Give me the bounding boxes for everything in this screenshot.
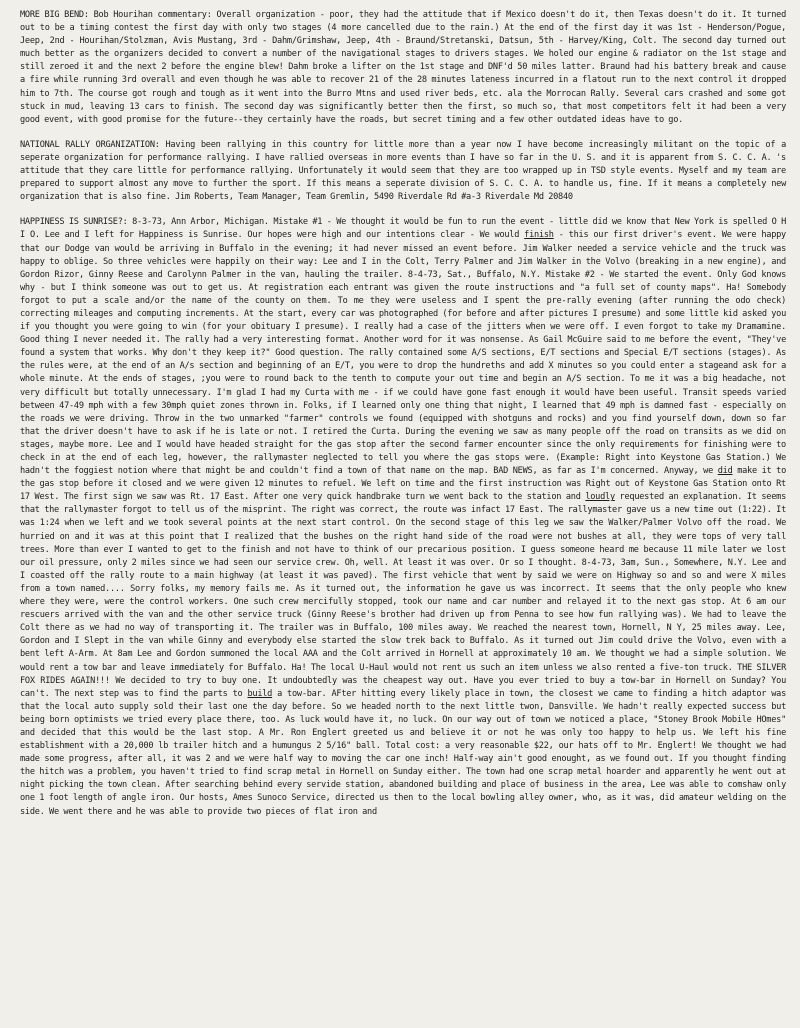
underlined-finish: finish — [524, 230, 554, 241]
sunrise-text-1: 8-3-73, Ann Arbor, Michigan. Mistake #1 - We thought it would be fun to run the event - little did we know that New York is spelled O H I O. Lee and I left for Happiness is Sunrise. Our hopes were high and our intentions clear - We would — [20, 217, 786, 241]
national-rally-text: Having been rallying in this country for little more than a year now I have become increasingly militant on the topic of a seperate organization for performance rallying. I have rallied overseas in more events than I have so far in the U. S. and it is apparent from S. C. C. A. 's attitude that they care little for performance rallying. Unfortunately it would seem that they are too wrapped up in TSD style events. Myself and my team are prepared to support almost any move to further the sport. If this means a seperate division of S. C. C. A. to handle us, fine. If it means a completely new organization that is also fine. Jim Roberts, Team Manager, Team Gremlin, 5490 Riverdale Rd #a-3 Riverdale Md 20840 — [20, 139, 786, 203]
underlined-did: did — [717, 466, 733, 477]
big-bend-heading: MORE BIG BEND: — [20, 10, 89, 20]
sunrise-text-5: a tow-bar. AFter hitting every likely place in town, the closest we came to finding a hitch adaptor was that the local auto supply sold their last one the day before. So we headed north to the next little twon, Dansville. We hadn't really expected success but being born optimists we tried every place there, too. As luck would have it, no luck. On our way out of town we noticed a place, "Stoney Brook Mobile HOmes" and decided that this would be the last stop. A Mr. Ron Englert greeted us and believe it or not he was only too happy to help us. We left his fine establishment with a 20,000 lb trailer hitch and a humungus 2 5/16" ball. Total cost: a very reasonable $22, our hats off to Mr. Englert! We thought we had made some progress, after all, it was 2 and we were half way to moving the car one inch! Half-way ain't good enought, as we found out. If you thought finding the hitch was a problem, you haven't tried to find scrap metal in Hornell on Sunday either. The town had one scrap metal hoarder and apparently he went out at night picking the town clean. After searching behind every servide station, abandoned building and place of business in the area, Lee was able to comshaw only one 1 foot length of angle iron. Our hosts, Ames Sunoco Service, directed us then to the local bowling alley owner, who, as it was, did amateur welding on the side. We went there and he was able to provide two pieces of flat iron and — [20, 688, 786, 817]
sunrise-paragraph — [20, 216, 786, 818]
sunrise-text-4: requested an explanation. It seems that the rallymaster forgot to tell us of the misprint. The right was correct, the route was infact 17 East. The rallymaster gave us a new time out (1:22). It was 1:24 when we left and we took several points at the next start control. On the second stage of this leg we saw the Walker/Palmer Volvo off the road. We hurried on and it was at this point that I realized that the bushes on the right hand side of the road were not bushes at all, they were tops of very tall trees. More than ever I wanted to get to the finish and not have to think of our precarious position. I guess someone heard me because 11 mile later we lost our oil pressure, only 2 miles since we had seen our service crew. Oh, well. At least it was over. Or so I thought. 8-4-73, 3am, Sun., Somewhere, N.Y. Lee and I coasted off the rally route to a main highway (at least it was paved). The first vehicle that went by said we were on Highway so and so and were X miles from a town named.... Sorry folks, my memory fails me. As it turned out, the information he gave us was incorrect. It seems that the only people who knew where they were, were the control workers. One such crew mercifully stopped, took our name and car number and relayed it to the next gas stop. At 6 am our rescuers arrived with the van and the other service truck (Ginny Reese's brother had driven up from Penna to see how fun rallying was). We had to leave the Colt there as we had no way of transporting it. The trailer was in Buffalo, 100 miles away. We reached the nearest town, Hornell, N Y, 25 miles away. Lee, Gordon and I Slept in the van while Ginny and everybody else started the slow trek back to Buffalo. As it turned out Jim could drive the Volvo, even with a bent left A-Arm. At 8am Lee and Gordon summoned the local AAA and the Colt arrived in Hornell at approximately 10 am. We thought we had a simple solution. We would rent a tow bar and leave immediately for Buffalo. Ha! The local U-Haul would not rent us such an item unless we also rented a five-ton truck. THE SILVER FOX RIDES AGAIN!!! We decided to try to buy one. It undoubtedly was the cheapest way out. Have you ever tried to buy a tow-bar in Hornell on Sunday? You can't. The next step was to find the parts to — [20, 492, 786, 699]
underlined-loudly: loudly — [585, 492, 615, 503]
sunrise-text-3: make it to the gas stop before it closed and we were given 12 minutes to refuel. We left on time and the first instruction was Right out of Keystone Gas Station onto Rt 17 West. The first sign we saw was Rt. 17 East. After one very quick handbrake turn we went back to the station and — [20, 466, 786, 503]
sunrise-text-2: - this our first driver's event. We were happy that our Dodge van would be arriving in Buffalo in the evening; it had never missed an event before. Jim Walker needed a service vehicle and the truck was happy to oblige. So three vehicles were happily on their way: Lee and I in the Colt, Terry Palmer and Jim Walker in the Volvo (breaking in a new engine), and Gordon Rizor, Ginny Reese and Carolynn Palmer in the van, hauling the trailer. 8-4-73, Sat., Buffalo, N.Y. Mistake #2 - We started the event. Only God knows why - but I think someone was out to get us. At registration each entrant was given the route instructions and "a full set of county maps". Ha! Somebody forgot to put a scale and/or the name of the county on them. To me they were useless and I spent the pre-rally evening (after running the odo check) correcting mileages and computing increments. At the start, every car was photographed (for before and after pictures I presume) and some little kid asked you if you thought you were going to win (for your obituary I presume). I really had a case of the jitters when we were off. I even forgot to take my Dramamine. Good thing I never needed it. The rally had a very interesting format. Another word for it was nonsense. As Gail McGuire said to me before the event, "They've found a system that works. Why don't they keep it?" Good question. The rally contained some A/S sections, E/T sections and Special E/T sections (stages). As the rules were, at the end of an A/s section and beginning of an E/T, you were to drop the hundreths and add X minutes so you could enter a stageand ask for a whole minute. At the ends of stages, ;you were to round back to the tenth to compute your out time and begin an A/S section. To me it was a big headache, not very difficult but totally unnecessary. I'm glad I had my Curta with me - if we could have gone fast enough it would have been useful. Transit speeds varied between 47-49 mph with a few 30mph quiet zones thrown in. Folks, if I learned only one thing that night, I learned that 49 mph is damned fast - especially on the roads we were driving. Throw in the two unmarked "farmer" controls we found (equipped with shotguns and rocks) and you find yourself down, down so far that the driver doesn't have to ask if he is late or not. I retired the Curta. During the evening we saw as many people off the road on transits as we did on stages, maybe more. Lee and I would have headed straight for the gas stop after the second farmer encounter since the only requirements for finishing were to check in at the end of each leg, however, the rallymaster neglected to tell you where the gas stops were. (Example: Right into Keystone Gas Station.) We hadn't the foggiest notion where that might be and couldn't find a town of that name on the map. BAD NEWS, as far as I'm concerned. Anyway, we — [20, 230, 786, 477]
national-rally-paragraph — [20, 139, 786, 204]
sunrise-heading: HAPPINESS IS SUNRISE?: — [20, 217, 128, 228]
underlined-build: build — [247, 688, 273, 699]
big-bend-paragraph — [20, 9, 786, 127]
big-bend-text: Bob Hourihan commentary: Overall organization - poor, they had the attitude that if Mexico doesn't do it, then Texas doesn't do it. It turned out to be a timing contest the first day with only two stages (4 more cancelled due to the rain.) At the end of the first day it was 1st - Henderson/Pogue, Jeep, 2nd - Hourihan/Stolzman, Avis Mustang, 3rd - Dahm/Grimshaw, Jeep, 4th - Braund/Stretanski, Datsun, 5th - Harvey/King, Colt. The second day turned out much better as the organizers decided to convert a number of the navigational stages to drivers stages. We holed our engine & radiator on the 1st stage and still zeroed it and the next 2 before the engine blew! Dahm broke a lifter on the 1st stage and DNF'd 50 miles latter. Braund had his battery break and cause a fire while running 3rd overall and even though he was able to recover 21 of the 28 minutes lateness incurred in a flatout run to the next control it dropped him to 7th. The course got rough and tough as it went into the Burro Mtns and used river beds, etc. ala the Morrocan Rally. Several cars crashed and some got stuck in mud, leaving 13 cars to finish. The second day was significantly better then the first, so much so, that most competitors felt it had been a very good event, with good promise for the future--they certainly have the roads, but secret timing and a few other outdated ideas have to go. — [20, 10, 786, 125]
national-rally-heading: NATIONAL RALLY ORGANIZATION: — [20, 139, 160, 150]
